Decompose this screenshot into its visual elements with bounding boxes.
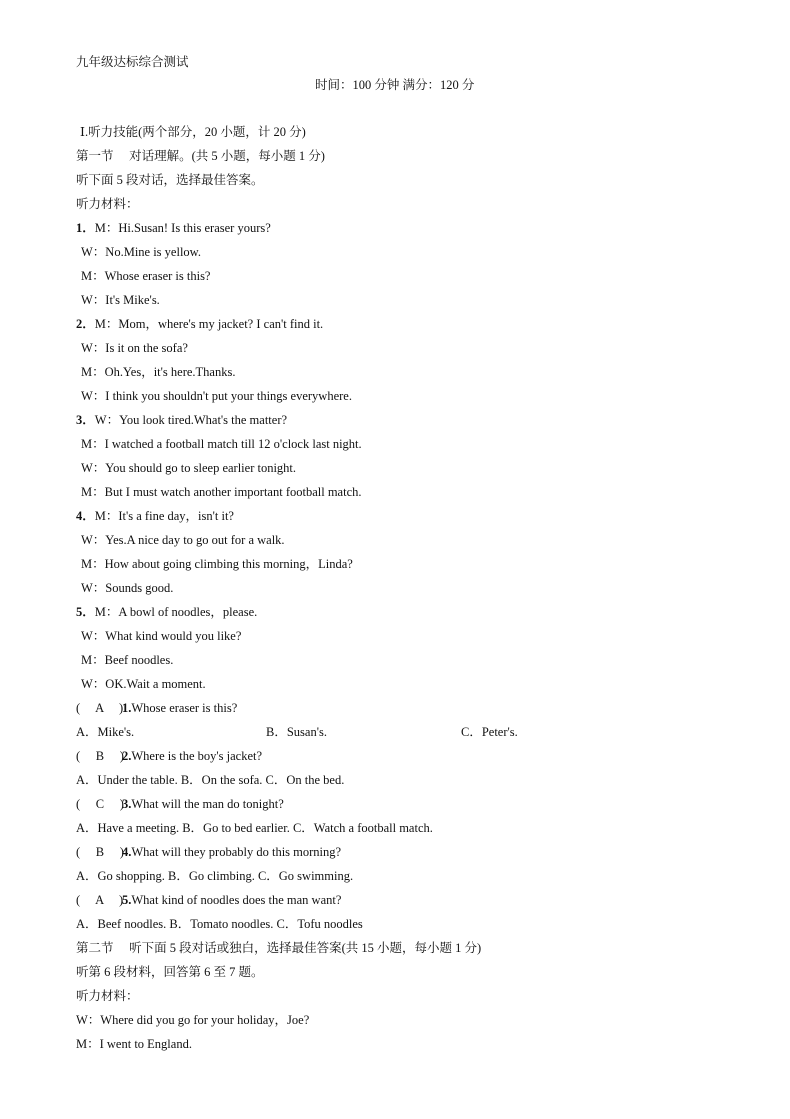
dialogue-line: W：It's Mike's. [81, 293, 160, 307]
dialogue-number: 2． [76, 317, 95, 331]
question-1 [76, 696, 736, 720]
dialogue-2-first-line [76, 312, 736, 336]
dialogue-1-first-line [76, 216, 736, 240]
dialogue-3-first-line [76, 408, 736, 432]
question-4-options: A．Go shopping. B．Go climbing. C．Go swimming. [76, 869, 354, 883]
dialogue-line: W：Is it on the sofa? [81, 341, 188, 355]
question-2 [76, 744, 736, 768]
question-text: Where is the boy's jacket? [131, 749, 263, 763]
dialogue-line: W：Yes.A nice day to go out for a walk. [81, 533, 285, 547]
dialogue-line: W：I think you shouldn't put your things everywhere. [81, 389, 352, 403]
dialogue-line: W：Sounds good. [81, 581, 174, 595]
part1-heading: 第一节 对话理解。(共 5 小题，每小题 1 分) [76, 149, 325, 163]
dialogue-text: W：You look tired.What's the matter? [94, 413, 288, 427]
dialogue-line: M：Beef noodles. [81, 653, 174, 667]
dialogue-text: M：Mom，where's my jacket? I can't find it. [94, 317, 324, 331]
answer-paren: ( B ) [76, 845, 124, 859]
dialogue-number: 3． [76, 413, 95, 427]
section1-heading-text: Ⅰ.听力技能(两个部分，20 小题，计 20 分) [80, 125, 306, 139]
part2-instruction: 听第 6 段材料，回答第 6 至 7 题。 [76, 965, 264, 979]
dialogue-number: 1． [76, 221, 95, 235]
option-a: A．Mike's. [76, 725, 135, 739]
question-3-options: A．Have a meeting. B．Go to bed earlier. C．Watch a football match. [76, 821, 433, 835]
option-c: C．Peter's. [461, 725, 518, 739]
dialogue-number: 5． [76, 605, 95, 619]
dialogue-line: W：You should go to sleep earlier tonight. [81, 461, 297, 475]
dialogue-number: 4． [76, 509, 95, 523]
answer-paren: ( C ) [76, 797, 124, 811]
question-number: 5. [122, 893, 132, 907]
answer-paren: ( B ) [76, 749, 124, 763]
question-text: Whose eraser is this? [131, 701, 238, 715]
question-5 [76, 888, 736, 912]
option-b: B．Susan's. [266, 725, 327, 739]
exam-title: 九年级达标综合测试 [76, 55, 189, 69]
dialogue-text: M：Hi.Susan! Is this eraser yours? [94, 221, 271, 235]
question-text: What will the man do tonight? [131, 797, 284, 811]
dialogue-4-first-line [76, 504, 736, 528]
question-5-options: A．Beef noodles. B．Tomato noodles. C．Tofu noodles [76, 917, 363, 931]
dialogue-5-first-line [76, 600, 736, 624]
spacer [76, 96, 736, 120]
section1-heading [76, 120, 736, 144]
question-2-options: A．Under the table. B．On the sofa. C．On the bed. [76, 773, 345, 787]
part2-heading: 第二节 听下面 5 段对话或独白，选择最佳答案(共 15 小题，每小题 1 分) [76, 941, 482, 955]
dialogue-line: W：No.Mine is yellow. [81, 245, 202, 259]
question-4 [76, 840, 736, 864]
material-line: W：Where did you go for your holiday，Joe? [76, 1013, 310, 1027]
part1-instruction: 听下面 5 段对话，选择最佳答案。 [76, 173, 264, 187]
question-1-options [76, 720, 736, 744]
question-number: 4. [122, 845, 132, 859]
dialogue-line: M：How about going climbing this morning，Linda? [81, 557, 353, 571]
question-3 [76, 792, 736, 816]
dialogue-line: M：I watched a football match till 12 o'clock last night. [81, 437, 362, 451]
dialogue-text: M：It's a fine day，isn't it? [94, 509, 234, 523]
dialogue-line: M：Oh.Yes，it's here.Thanks. [81, 365, 236, 379]
dialogue-text: M：A bowl of noodles，please. [94, 605, 258, 619]
dialogue-line: W：What kind would you like? [81, 629, 242, 643]
dialogue-line: W：OK.Wait a moment. [81, 677, 206, 691]
question-number: 3. [122, 797, 132, 811]
question-number: 1. [122, 701, 132, 715]
answer-paren: ( A ) [76, 893, 124, 907]
question-text: What kind of noodles does the man want? [131, 893, 342, 907]
materials-label: 听力材料： [76, 197, 139, 211]
exam-page [76, 50, 736, 1056]
question-text: What will they probably do this morning? [131, 845, 342, 859]
materials-label-2: 听力材料： [76, 989, 139, 1003]
answer-paren: ( A ) [76, 701, 124, 715]
time-score-info: 时间：100 分钟 满分：120 分 [315, 78, 475, 92]
dialogue-line: M：Whose eraser is this? [81, 269, 211, 283]
material-line: M：I went to England. [76, 1037, 192, 1051]
question-number: 2. [122, 749, 132, 763]
dialogue-line: M：But I must watch another important football match. [81, 485, 362, 499]
